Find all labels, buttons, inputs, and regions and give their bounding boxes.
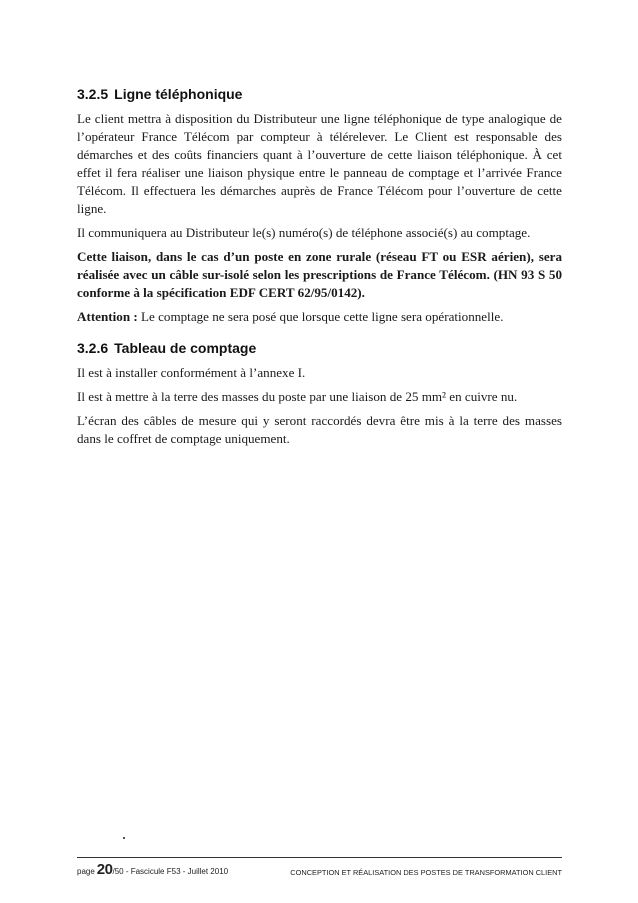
paragraph: Le client mettra à disposition du Distributeur une ligne téléphonique de type analogique de l’opérateur France Télécom par compteur à télérelever. Le Client est responsable des démarches et des coûts financiers quant à l’ouverture de cette liaison téléphonique. À cet effet il fera réaliser une liaison physique entre le panneau de comptage et l’arrivée France Télécom. Il effectuera les démarches auprès de France Télécom pour l’ouverture de cette ligne. [77,111,562,216]
section-heading [77,86,562,102]
paragraph: Il est à installer conformément à l’annexe I. [77,365,306,380]
attention-paragraph [77,308,562,326]
paragraph: Il est à mettre à la terre des masses du poste par une liaison de 25 mm² en cuivre nu. [77,389,518,404]
attention-text: Le comptage ne sera posé que lorsque cette ligne sera opérationnelle. [137,309,504,324]
page-label: page [77,867,95,876]
footer-document-title: CONCEPTION ET RÉALISATION DES POSTES DE TRANSFORMATION CLIENT [290,868,562,877]
section-title: Ligne téléphonique [114,86,243,102]
section-tableau-comptage [77,340,562,448]
footer-page-info [77,861,228,878]
paragraph: Il communiquera au Distributeur le(s) numéro(s) de téléphone associé(s) au comptage. [77,225,531,240]
attention-label: Attention : [77,309,138,324]
section-title: Tableau de comptage [114,340,257,356]
page-footer [77,861,562,881]
stray-dot [123,837,125,839]
section-number: 3.2.5 [77,86,109,102]
paragraph: L’écran des câbles de mesure qui y seront raccordés devra être mis à la terre des masses dans le coffret de comptage uniquement. [77,413,562,446]
section-heading [77,340,562,356]
bold-paragraph: Cette liaison, dans le cas d’un poste en zone rurale (réseau FT ou ESR aérien), sera réalisée avec un câble sur-isolé selon les prescriptions de France Télécom. (HN 93 S 50 conforme à la spécification EDF CERT 62/95/0142). [77,249,562,300]
section-number: 3.2.6 [77,340,109,356]
footer-divider [77,857,562,858]
page-total-and-issue: /50 - Fascicule F53 - Juillet 2010 [112,867,229,876]
page-number: 20 [96,861,113,878]
section-ligne-telephonique [77,86,562,326]
page-content [77,86,562,462]
